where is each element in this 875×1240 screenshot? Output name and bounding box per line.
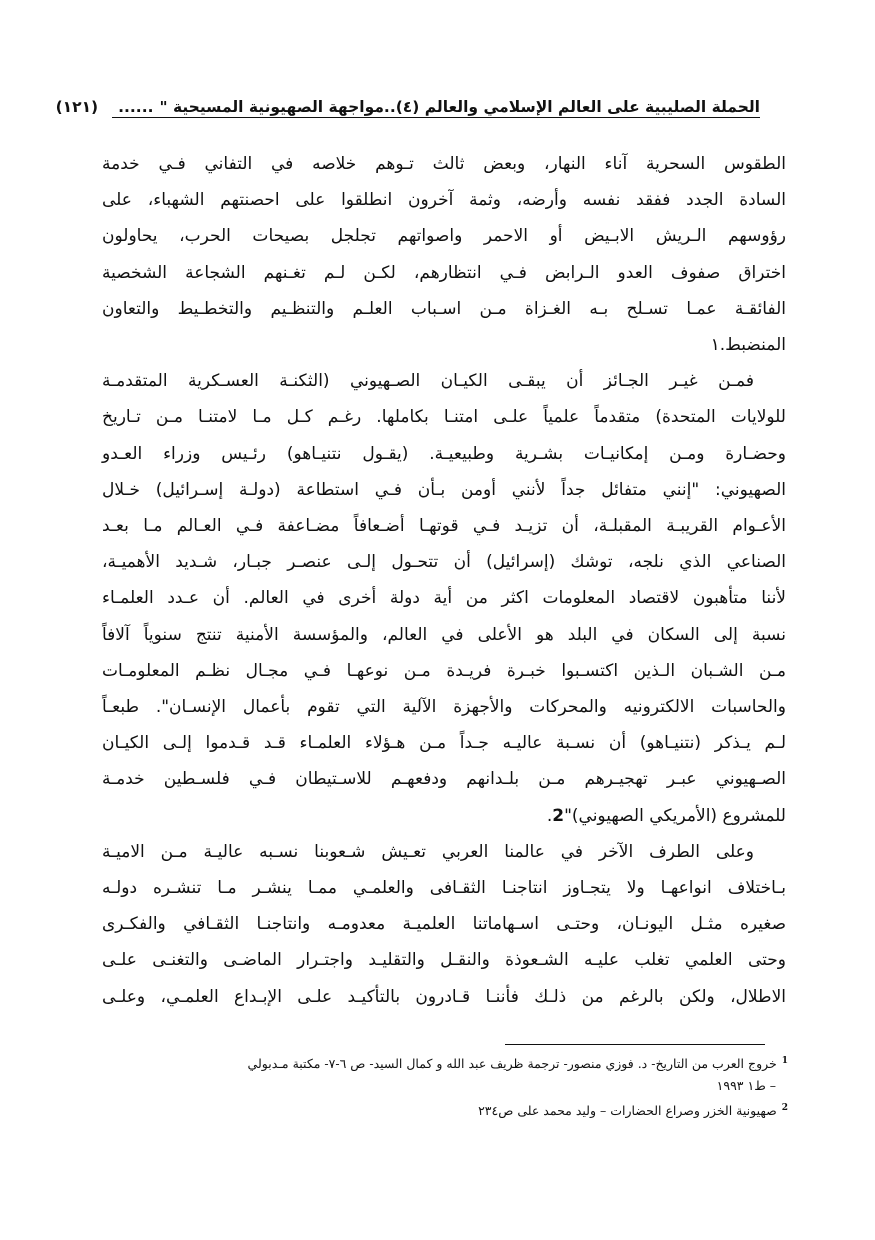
text-line: المنضبط.١	[710, 335, 786, 356]
running-header	[55, 86, 760, 116]
text-line: والحاسبات الالكترونيه والمحركات والأجهزة الآلية التي تقوم بأعمال الإنسـان". طبعـاً	[102, 697, 786, 718]
text-line: وعلى الطرف الآخر في عالمنا العربي تعـيش شـعوبنا نسـبه عاليـة مـن الاميـة	[102, 841, 754, 862]
text-line: وحضـارة ومـن إمكانيـات بشـرية وطبيعيـة. (يقـول نتنيـاهو) رئـيس وزراء العـدو	[102, 443, 786, 464]
text-line: نسبة إلى السكان في البلد هو الأعلى في العالم، والمؤسسة الأمنية تنتج سنوياً آلافاً	[102, 624, 786, 645]
header-divider	[112, 117, 760, 118]
text-line: الأعـوام القريبـة المقبلـة، أن تزيـد فـي قوتهـا أضـعافاً مضـاعفة فـي العـالم مـا بعـد	[102, 516, 786, 537]
text-line: فمـن غيـر الجـائز أن يبقـى الكيـان الصـهيوني (الثكنـة العسـكرية المتقدمـة	[102, 371, 754, 392]
footnote-number: 2	[781, 1103, 788, 1113]
text-line: السادة الجدد ففقد نفسه وأرضه، وثمة آخرون انطلقوا على احصنتهم الشهباء، على	[102, 190, 786, 211]
text-line: اختراق صفوف العدو الـرابض فـي انتظارهم، لكـن لـم تغـنهم الشجاعة الشخصية	[102, 262, 786, 283]
text-line-with-footnote	[102, 798, 786, 834]
footnote-reference[interactable]: 2	[552, 805, 565, 826]
footnote-text: خروج العرب من التاريخ- د. فوزي منصور- ترجمة ظريف عبد الله و كمال السيد- ص ٦-٧- مكتبة مـدبولي	[247, 1056, 777, 1071]
text-line: بـاختلاف انواعهـا ولا يتجـاوز انتاجنـا الثقـافى والعلمـي ممـا ينشـر مـا تنشـره دولـه	[102, 878, 786, 899]
footnote-text: صهيونية الخزر وصراع الحضارات – وليد محمد على ص٢٣٤	[478, 1103, 777, 1118]
paragraph-3	[102, 834, 786, 1015]
text-line: وحتى العلمي تغلب عليـه الشـعوذة والنقـل والتقليـد واجتـرار الماضـى والتغنـى علـى	[102, 950, 786, 971]
text-line: الصهيوني: "إنني متفائل جداً لأنني أومن بـأن فـي استطاعة (دولـة إسـرائيل) خـلال	[102, 479, 786, 500]
text-line: للولايات المتحدة) متقدماً علمياً علـى امتنـا بكاملها. رغـم كـل مـا لامتنـا مـن تـاريخ	[102, 407, 786, 428]
paragraph-2	[102, 363, 786, 834]
text-line: لأننا متأهبون لاقتصاد المعلومات اكثر من أية دولة أخرى في العالم. أن عـدد العلمـاء	[102, 588, 786, 609]
footnote-1	[100, 1050, 788, 1097]
text-line: رؤوسهم الـريش الابـيض أو الاحمر واصواتهم تجلجل بصيحات الحرب، يحاولون	[102, 226, 786, 247]
text-line: الاطلال، ولكن بالرغم من ذلـك فأننـا قـادرون بالتأكيـد علـى الإبـداع العلمـي، وعلـى	[102, 986, 786, 1007]
text-line: الصناعي الذي نلجه، توشك (إسرائيل) أن تتحـول إلـى عنصـر جبـار، شـديد الأهميـة،	[102, 552, 786, 573]
text-fragment: .	[546, 805, 553, 826]
page-number: (١٢١)	[55, 98, 99, 116]
text-line: لـم يـذكر (نتنيـاهو) أن نسـبة عاليـه جـداً مـن هـؤلاء العلمـاء قـد قـدموا إلـى الكيـان	[102, 733, 786, 754]
header-title: الحملة الصليبية على العالم الإسلامي والعالم (٤)..مواجهة الصهيونية المسيحية "	[159, 98, 760, 116]
header-dots: ......	[118, 98, 154, 116]
paragraph-1	[102, 146, 786, 363]
footnote-number: 1	[781, 1056, 788, 1066]
text-line: صغيره مثـل اليونـان، وحتـى اسـهاماتنا العلميـة معدومـه وانتاجنـا الثقـافي والفكـرى	[102, 914, 786, 935]
footnotes	[100, 1050, 788, 1122]
text-line: مـن الشـبان الـذين اكتسـبوا خبـرة فريـدة مـن نوعهـا فـي مجـال نظـم المعلومـات	[102, 660, 786, 681]
footnote-continuation: – ط١ ١٩٩٣	[716, 1078, 776, 1093]
text-fragment: للمشروع (الأمريكي الصهيوني)"	[564, 805, 786, 826]
footnote-2	[100, 1097, 788, 1122]
text-line: الصـهيوني عبـر تهجيـرهم مـن بلـدانهم ودفعهـم للاسـتيطان فـي فلسـطين خدمـة	[102, 769, 786, 790]
text-line: الطقوس السحرية آناء النهار، وبعض ثالث تـوهم خلاصه في التفاني فـي خدمة	[102, 154, 786, 174]
body-text	[102, 146, 786, 1015]
text-line: الفائقـة عمـا تسـلح بـه الغـزاة مـن اسـباب العلـم والتنظـيم والتخطـيط والتعاون	[102, 298, 786, 319]
footnote-separator	[505, 1044, 765, 1045]
